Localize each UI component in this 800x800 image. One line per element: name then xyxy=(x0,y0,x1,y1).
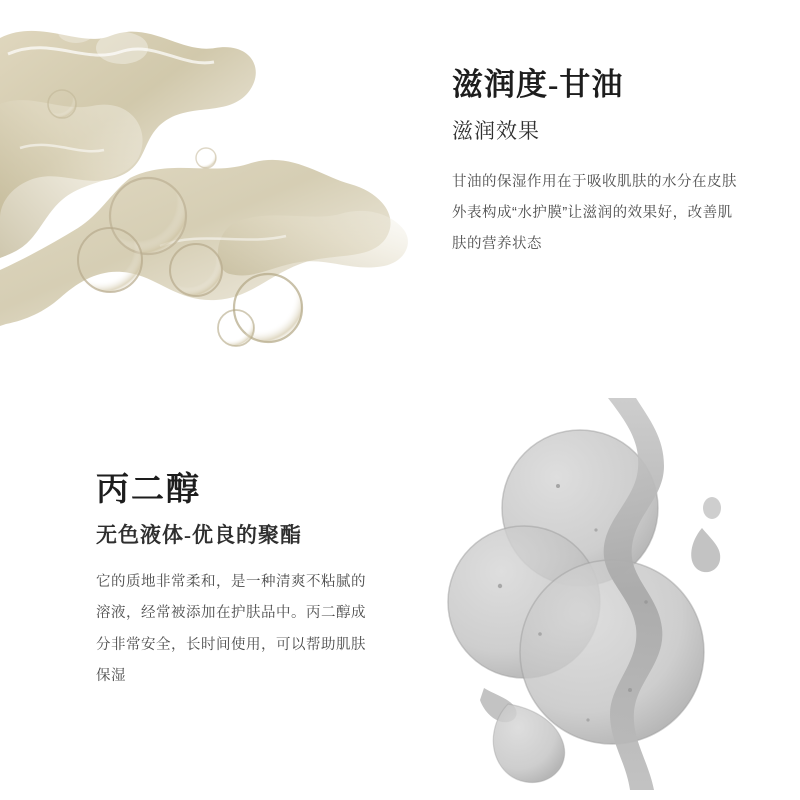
propylene-glycol-text-block xyxy=(96,470,416,692)
propylene-glycol-title: 丙二醇 xyxy=(96,472,201,508)
propylene-glycol-subtitle: 无色液体-优良的聚酯 xyxy=(96,523,302,548)
glycerin-body: 甘油的保湿作用在于吸收肌肤的水分在皮肤外表构成“水护膜”让滋润的效果好，改善肌肤的营养状态 xyxy=(452,173,737,253)
oil-swirl-rings-photo xyxy=(0,8,430,368)
glycerin-text-block xyxy=(452,66,772,260)
section-propylene-glycol xyxy=(0,400,800,800)
propylene-glycol-body: 它的质地非常柔和，是一种清爽不粘腻的溶液，经常被添加在护肤品中。丙二醇成分非常安全，长时间使用，可以帮助肌肤保湿 xyxy=(96,574,366,684)
section-glycerin xyxy=(0,0,800,390)
glycerin-title: 滋润度-甘油 xyxy=(452,67,624,102)
glycerin-subtitle: 滋润效果 xyxy=(452,118,540,143)
gel-droplets-circles-photo xyxy=(440,390,780,800)
